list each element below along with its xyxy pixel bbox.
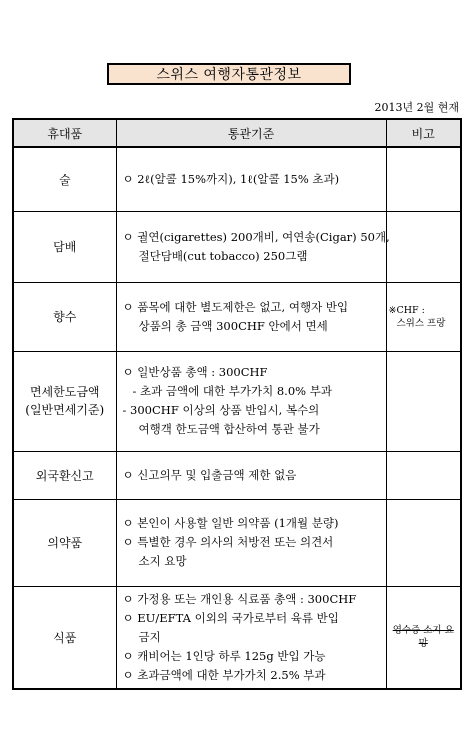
row-note-currency: [386, 451, 461, 499]
customs-table: [12, 118, 462, 690]
row-note-dutyfree: [386, 351, 461, 451]
row-note-food: 영수증 소지 요망: [386, 586, 461, 689]
date-label: 2013년 2월 현재: [374, 101, 459, 114]
row-criteria-currency: ㅇ 신고의무 및 입출금액 제한 없음: [116, 451, 386, 499]
table-row: [13, 351, 461, 451]
row-criteria-food: ㅇ 가정용 또는 개인용 식료품 총액 : 300CHF ㅇ EU/EFTA 이외의 국가로부터 육류 반입 금지 ㅇ 캐비어는 1인당 하루 125g 반입 가능 ㅇ 초과금액에 대한 부가가치 2.5% 부과: [116, 586, 386, 689]
row-item-food: 식품: [13, 586, 116, 689]
row-item-tobacco: 담배: [13, 211, 116, 282]
header-criteria: 통관기준: [116, 119, 386, 147]
row-note-medicine: [386, 499, 461, 586]
table-row: [13, 451, 461, 499]
row-item-alcohol: 술: [13, 147, 116, 211]
row-criteria-tobacco: ㅇ 궐연(cigarettes) 200개비, 여연송(Cigar) 50개, 절단담배(cut tobacco) 250그램: [116, 211, 386, 282]
row-note-tobacco: [386, 211, 461, 282]
row-item-dutyfree: 면세한도금액 (일반면세기준): [13, 351, 116, 451]
table-row: [13, 147, 461, 211]
table-row: [13, 282, 461, 351]
row-item-perfume: 향수: [13, 282, 116, 351]
page-title: 스위스 여행자통관정보: [107, 63, 351, 85]
table-row: [13, 586, 461, 689]
table-row: [13, 499, 461, 586]
row-note-alcohol: [386, 147, 461, 211]
row-criteria-alcohol: ㅇ 2ℓ(알콜 15%까지), 1ℓ(알콜 15% 초과): [116, 147, 386, 211]
table-row: [13, 211, 461, 282]
row-note-perfume: ※CHF : 스위스 프랑: [386, 282, 461, 351]
row-criteria-dutyfree: ㅇ 일반상품 총액 : 300CHF - 초과 금액에 대한 부가가치 8.0% 부과 - 300CHF 이상의 상품 반입시, 복수의 여행객 한도금액 합산하여 통관 불가: [116, 351, 386, 451]
row-criteria-perfume: ㅇ 품목에 대한 별도제한은 없고, 여행자 반입 상품의 총 금액 300CHF 안에서 면세: [116, 282, 386, 351]
header-remarks: 비고: [386, 119, 461, 147]
row-item-medicine: 의약품: [13, 499, 116, 586]
row-criteria-medicine: ㅇ 본인이 사용할 일반 의약품 (1개월 분량) ㅇ 특별한 경우 의사의 처방전 또는 의견서 소지 요망: [116, 499, 386, 586]
header-row: [13, 119, 461, 147]
header-item: 휴대품: [13, 119, 116, 147]
row-item-currency: 외국환신고: [13, 451, 116, 499]
